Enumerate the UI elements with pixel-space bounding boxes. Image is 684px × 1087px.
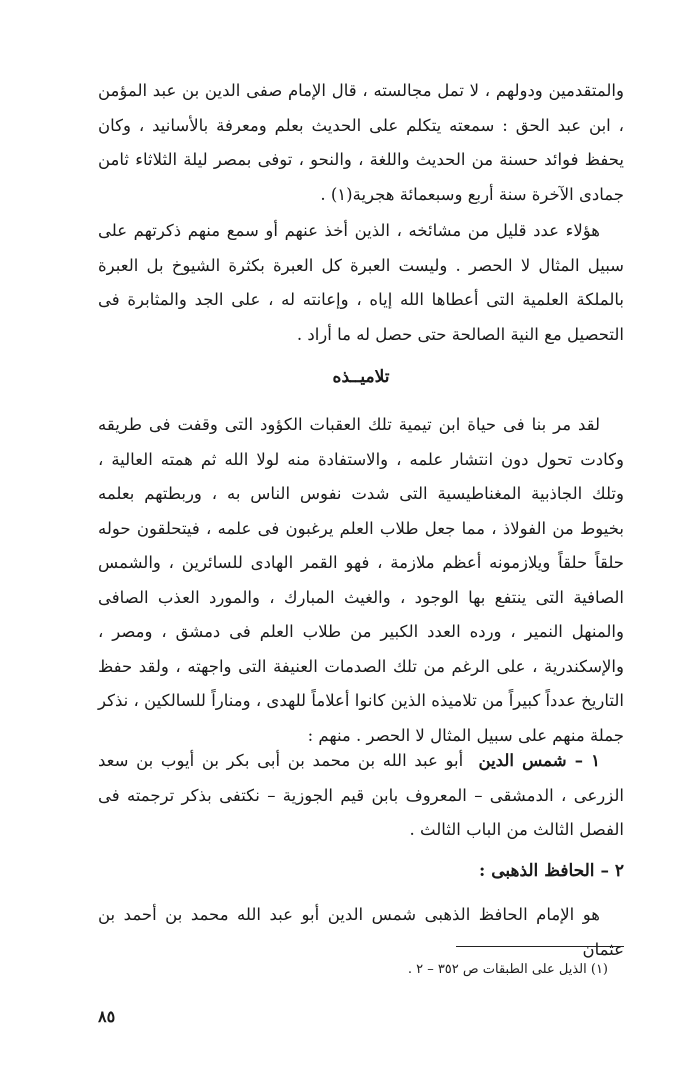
student-entry-2-heading: ٢ – الحافظ الذهبى : — [479, 861, 624, 881]
student-entry-body: هو الإمام الحافظ الذهبى شمس الدين أبو عبد الله محمد بن أحمد بن عثمان — [98, 905, 624, 959]
paragraph-text: هؤلاء عدد قليل من مشائخه ، الذين أخذ عنهم أو سمع منهم ذكرتهم على سبيل المثال لا الحصر . وليست العبرة كل العبرة بكثرة الشيوخ بل العبرة بالملكة العلمية التى أعطاها الله إياه ، وإعانته له ، على الجد والمثابرة فى التحصيل مع النية الصالحة حتى حصل له ما أراد . — [98, 221, 624, 344]
paragraph-teachers-summary — [98, 214, 624, 352]
student-entry-body: أبو عبد الله بن محمد بن أبى بكر بن أيوب بن سعد الزرعى ، الدمشقى – المعروف بابن قيم الجوزية – نكتفى بذكر ترجمته فى الفصل الثالث من الباب الثالث . — [98, 751, 624, 839]
page-number: ٨٥ — [98, 1007, 116, 1026]
footnote-divider — [456, 946, 624, 947]
paragraph-biography-end — [98, 74, 624, 212]
footnote: (١) الذيل على الطبقات ص ٣٥٢ – ٢ . — [407, 962, 608, 977]
paragraph-text: لقد مر بنا فى حياة ابن تيمية تلك العقبات الكؤود التى وقفت فى طريقه وكادت تحول دون انتشار علمه ، والاستفادة منه لولا الله ثم همته العالية ، وتلك الجاذبية المغناطيسية التى شدت نفوس الناس به ، وربطتهم بعلمه بخيوط من الفولاذ ، مما جعل طلاب العلم يرغبون فى علمه ، فيتحلقون حوله حلقاً حلقاً ويلازمونه أعظم ملازمة ، فهو القمر الهادى للسائرين ، والشمس الصافية التى ينتفع بها الوجود ، والغيث المبارك ، والمورد العذب الصافى والمنهل النمير ، ورده العدد الكبير من طلاب العلم فى دمشق ، ومصر ، والإسكندرية ، على الرغم من تلك الصدمات العنيفة التى واجهته ، ولقد حفظ التاريخ عدداً كبيراً من تلاميذه الذين كانوا أعلاماً للهدى ، ومناراً للسالكين ، نذكر جملة منهم على سبيل المثال لا الحصر . منهم : — [98, 415, 624, 745]
student-entry-text — [98, 744, 624, 848]
paragraph-students-intro — [98, 408, 624, 753]
student-entry-label: ١ – شمس الدين — [478, 751, 600, 770]
paragraph-text: والمتقدمين ودولهم ، لا تمل مجالسته ، قال الإمام صفى الدين بن عبد المؤمن ، ابن عبد الحق : سمعته يتكلم على الحديث بعلم ومعرفة بالأسانيد ، وكان يحفظ فوائد حسنة من الحديث واللغة ، والنحو ، توفى بمصر ليلة الثلاثاء ثامن جمادى الآخرة سنة أربع وسبعمائة هجرية(١) . — [98, 81, 624, 204]
student-entry-1 — [98, 744, 624, 848]
student-entry-2 — [98, 898, 624, 967]
section-heading-students: تلاميــذه — [332, 367, 390, 387]
